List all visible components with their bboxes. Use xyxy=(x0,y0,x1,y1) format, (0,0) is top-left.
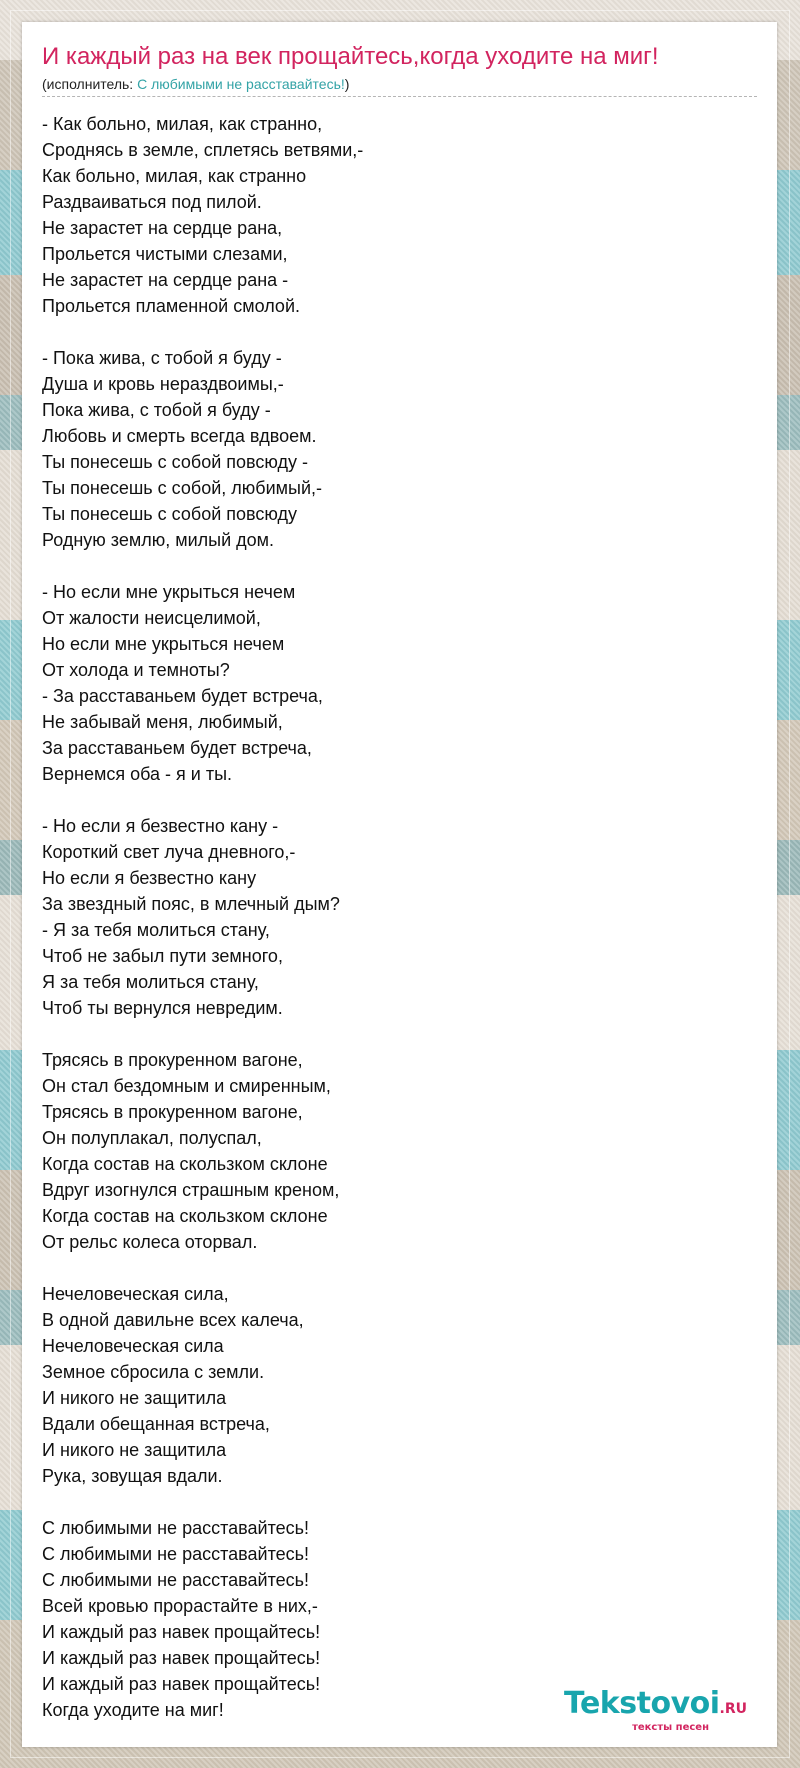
lyric-line: И каждый раз навек прощайтесь! xyxy=(42,1622,321,1642)
lyric-line: Ты понесешь с собой повсюду - xyxy=(42,452,308,472)
lyric-line: Когда уходите на миг! xyxy=(42,1700,224,1720)
lyric-line: С любимыми не расставайтесь! xyxy=(42,1518,309,1538)
lyric-line: Любовь и смерть всегда вдвоем. xyxy=(42,426,317,446)
lyric-line: - Пока жива, с тобой я буду - xyxy=(42,348,282,368)
lyric-line: Родную землю, милый дом. xyxy=(42,530,275,550)
lyric-line: - За расставаньем будет встреча, xyxy=(42,686,323,706)
lyric-line: И каждый раз навек прощайтесь! xyxy=(42,1648,321,1668)
lyric-line: Я за тебя молиться стану, xyxy=(42,972,259,992)
lyric-line: С любимыми не расставайтесь! xyxy=(42,1570,309,1590)
lyric-line: - Как больно, милая, как странно, xyxy=(42,114,323,134)
lyric-line: За звездный пояс, в млечный дым? xyxy=(42,894,340,914)
lyric-line: От жалости неисцелимой, xyxy=(42,608,261,628)
lyric-line: В одной давильне всех калеча, xyxy=(42,1310,304,1330)
lyric-line: С любимыми не расставайтесь! xyxy=(42,1544,309,1564)
lyric-line: Короткий свет луча дневного,- xyxy=(42,842,296,862)
lyric-line: И никого не защитила xyxy=(42,1440,227,1460)
lyric-line: Нечеловеческая сила, xyxy=(42,1284,229,1304)
lyric-line: Трясясь в прокуренном вагоне, xyxy=(42,1102,303,1122)
lyric-line: Не забывай меня, любимый, xyxy=(42,712,283,732)
lyric-line: Прольется пламенной смолой. xyxy=(42,296,301,316)
lyrics-card xyxy=(22,22,777,1747)
lyric-line: Сроднясь в земле, сплетясь ветвями,- xyxy=(42,140,364,160)
logo-main-text: Tekstovoi xyxy=(563,1686,720,1721)
lyric-line: Трясясь в прокуренном вагоне, xyxy=(42,1050,303,1070)
lyric-line: Как больно, милая, как странно xyxy=(42,166,307,186)
title-divider xyxy=(42,96,757,97)
lyric-line: Не зарастет на сердце рана, xyxy=(42,218,283,238)
stanza-gap xyxy=(42,1489,757,1515)
stanza-gap xyxy=(42,319,757,345)
logo-tld: .RU xyxy=(719,1701,747,1717)
lyric-line: Вдруг изогнулся страшным креном, xyxy=(42,1180,340,1200)
lyric-line: - Но если я безвестно кану - xyxy=(42,816,279,836)
artist-link[interactable]: С любимыми не расставайтесь! xyxy=(137,76,345,92)
lyric-line: Земное сбросила с земли. xyxy=(42,1362,265,1382)
lyric-line: Прольется чистыми слезами, xyxy=(42,244,288,264)
lyric-line: За расставаньем будет встреча, xyxy=(42,738,312,758)
lyric-line: Рука, зовущая вдали. xyxy=(42,1466,223,1486)
lyric-line: Ты понесешь с собой повсюду xyxy=(42,504,297,524)
lyric-line: От рельс колеса оторвал. xyxy=(42,1232,258,1252)
lyric-line: Не зарастет на сердце рана - xyxy=(42,270,289,290)
lyric-line: Вдали обещанная встреча, xyxy=(42,1414,270,1434)
lyric-line: Раздваиваться под пилой. xyxy=(42,192,262,212)
artist-prefix: (исполнитель: xyxy=(42,76,138,92)
site-logo[interactable] xyxy=(563,1686,747,1733)
lyric-line: - Но если мне укрыться нечем xyxy=(42,582,296,602)
stanza-gap xyxy=(42,1021,757,1047)
lyric-line: Нечеловеческая сила xyxy=(42,1336,224,1356)
lyric-line: Он полуплакал, полуспал, xyxy=(42,1128,262,1148)
lyric-line: Чтоб ты вернулся невредим. xyxy=(42,998,283,1018)
lyric-line: - Я за тебя молиться стану, xyxy=(42,920,270,940)
stanza-gap xyxy=(42,787,757,813)
lyric-line: Всей кровью прорастайте в них,- xyxy=(42,1596,318,1616)
lyric-line: Пока жива, с тобой я буду - xyxy=(42,400,271,420)
artist-suffix: ) xyxy=(344,76,350,92)
lyric-line: Когда состав на скользком склоне xyxy=(42,1154,328,1174)
stanza-gap xyxy=(42,553,757,579)
lyric-line: Чтоб не забыл пути земного, xyxy=(42,946,283,966)
song-title: И каждый раз на век прощайтесь,когда уходите на миг! xyxy=(42,43,659,70)
stanza-gap xyxy=(42,1255,757,1281)
logo-subtitle: тексты песен xyxy=(632,1722,709,1733)
artist-line xyxy=(42,75,757,93)
lyric-line: И каждый раз навек прощайтесь! xyxy=(42,1674,321,1694)
lyric-line: От холода и темноты? xyxy=(42,660,230,680)
lyric-line: Вернемся оба - я и ты. xyxy=(42,764,233,784)
lyric-line: Но если я безвестно кану xyxy=(42,868,257,888)
lyric-line: Ты понесешь с собой, любимый,- xyxy=(42,478,323,498)
lyric-line: Но если мне укрыться нечем xyxy=(42,634,285,654)
lyric-line: Когда состав на скользком склоне xyxy=(42,1206,328,1226)
lyric-line: И никого не защитила xyxy=(42,1388,227,1408)
lyric-line: Он стал бездомным и смиренным, xyxy=(42,1076,331,1096)
lyric-line: Душа и кровь нераздвоимы,- xyxy=(42,374,284,394)
logo-wordmark xyxy=(563,1686,747,1724)
lyrics-body xyxy=(42,111,757,1723)
